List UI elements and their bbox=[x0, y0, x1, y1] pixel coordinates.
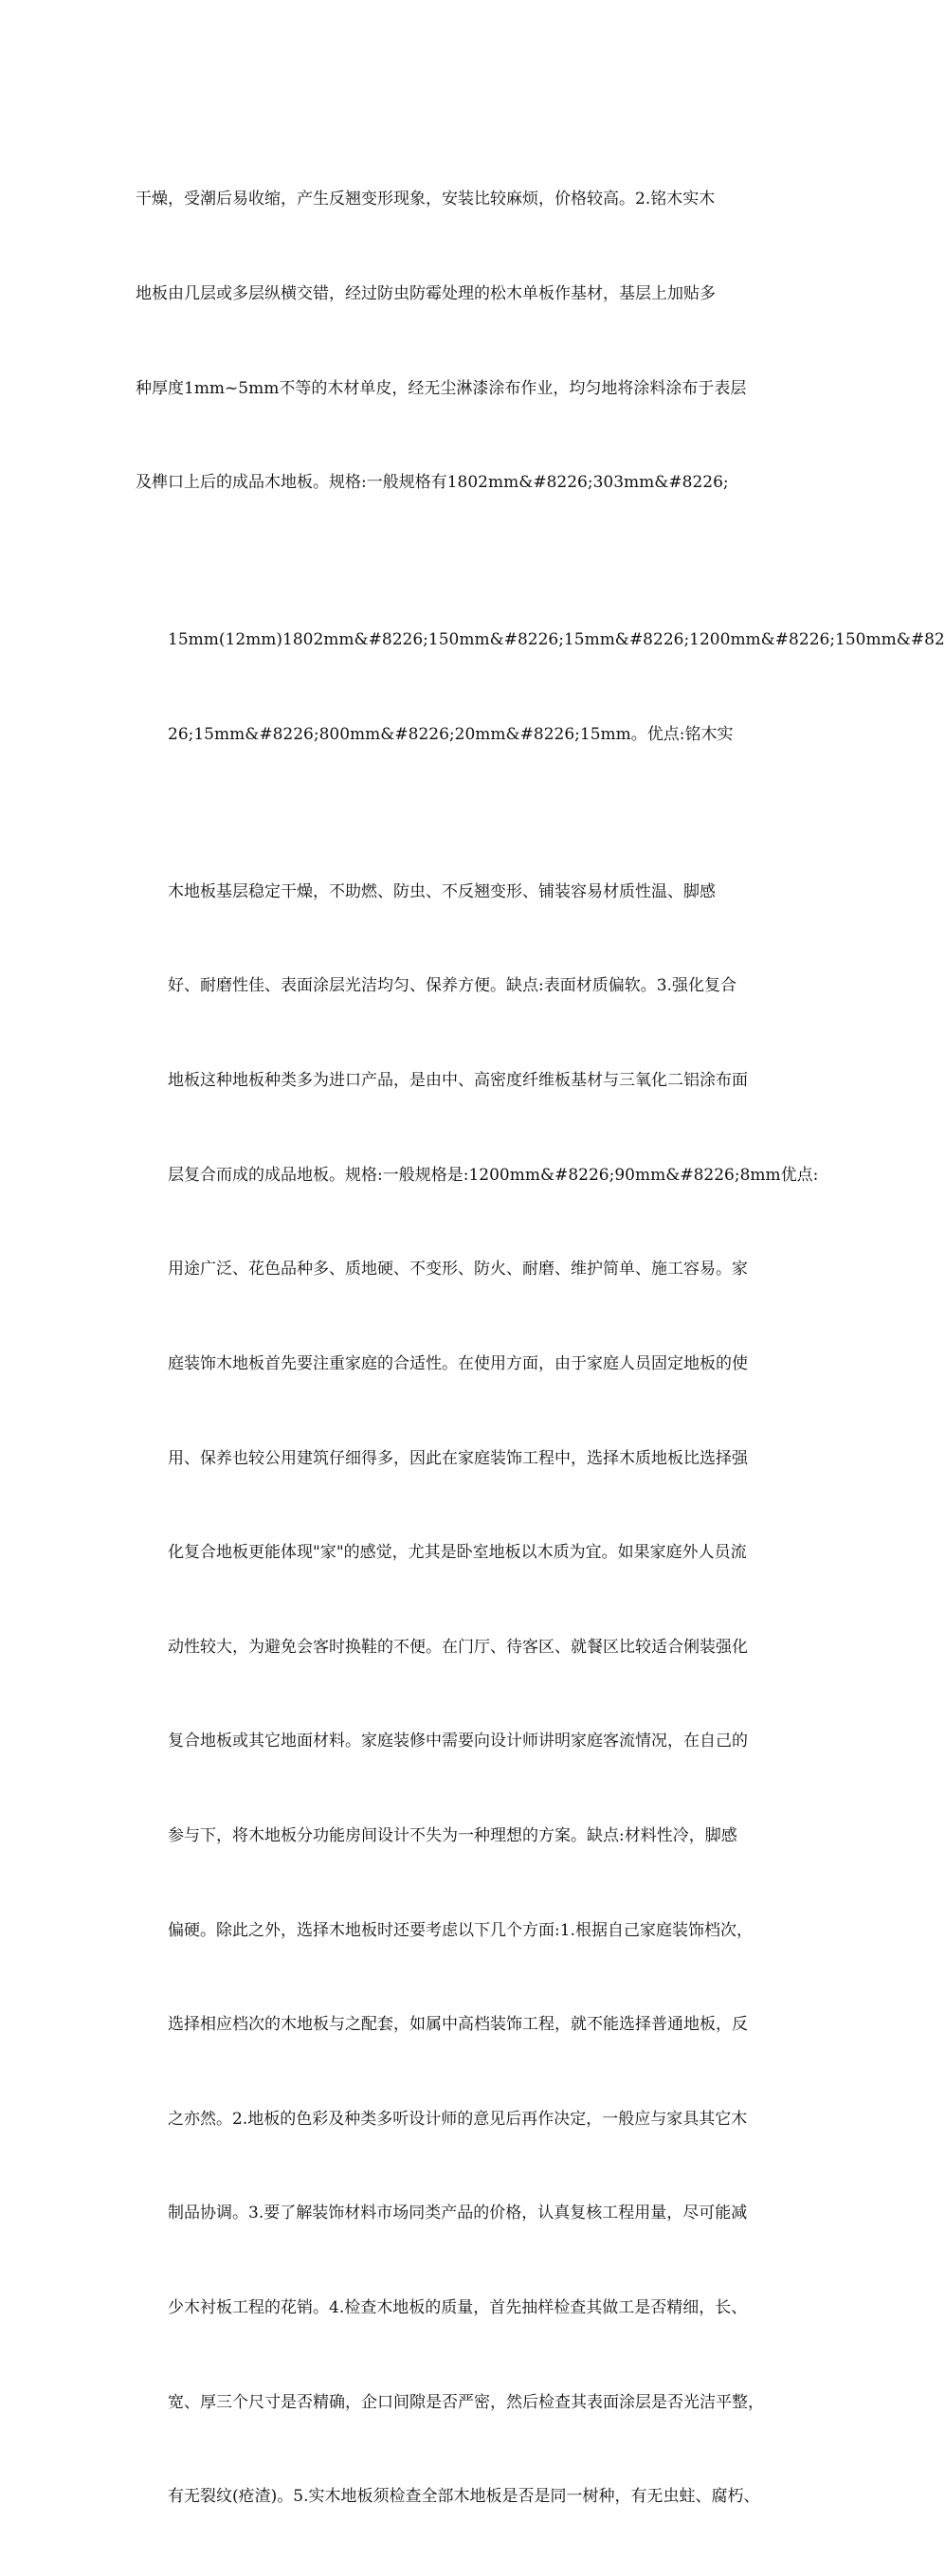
text-line: 有无裂纹(疮渣)。5.实木地板须检查全部木地板是否是同一树种，有无虫蛀、腐朽、 bbox=[168, 2487, 760, 2507]
text-line: 宽、厚三个尺寸是否精确，企口间隙是否严密，然后检查其表面涂层是否光洁平整， bbox=[168, 2392, 764, 2412]
text-line: 之亦然。2.地板的色彩及种类多听设计师的意见后再作决定，一般应与家具其它木 bbox=[168, 2109, 748, 2129]
text-line: 用、保养也较公用建筑仔细得多，因此在家庭装饰工程中，选择木质地板比选择强 bbox=[168, 1448, 748, 1468]
text-line: 参与下，将木地板分功能房间设计不失为一种理想的方案。缺点:材料性冷，脚感 bbox=[168, 1825, 737, 1845]
text-line: 15mm(12mm)1802mm&#8226;150mm&#8226;15mm&#8226;1200mm&#8226;150mm&#82 bbox=[168, 630, 945, 650]
text-line: 少木衬板工程的花销。4.检查木地板的质量，首先抽样检查其做工是否精细，长、 bbox=[168, 2298, 748, 2318]
text-line: 化复合地板更能体现"家"的感觉，尤其是卧室地板以木质为宜。如果家庭外人员流 bbox=[168, 1543, 747, 1563]
text-line: 地板这种地板种类多为进口产品，是由中、高密度纤维板基材与三氧化二铝涂布面 bbox=[168, 1071, 748, 1091]
text-line: 制品协调。3.要了解装饰材料市场同类产品的价格，认真复核工程用量，尽可能减 bbox=[168, 2204, 748, 2223]
text-line: 复合地板或其它地面材料。家庭装修中需要向设计师讲明家庭客流情况，在自己的 bbox=[168, 1732, 748, 1751]
body-text bbox=[136, 121, 945, 2576]
text-line: 用途广泛、花色品种多、质地硬、不变形、防火、耐磨、维护简单、施工容易。家 bbox=[168, 1260, 748, 1279]
paragraph-1 bbox=[136, 121, 780, 562]
paragraph-2 bbox=[136, 562, 945, 814]
text-line: 及榫口上后的成品木地板。规格:一般规格有1802mm&#8226;303mm&#8226; bbox=[136, 473, 729, 493]
text-line: 地板由几层或多层纵横交错，经过防虫防霉处理的松木单板作基材，基层上加贴多 bbox=[136, 284, 716, 304]
text-line: 庭装饰木地板首先要注重家庭的合适性。在使用方面，由于家庭人员固定地板的使 bbox=[168, 1353, 748, 1373]
text-line: 干燥，受潮后易收缩，产生反翘变形现象，安装比较麻烦，价格较高。2.铭木实木 bbox=[136, 190, 716, 209]
text-line: 木地板基层稳定干燥，不助燃、防虫、不反翘变形、铺装容易材质性温、脚感 bbox=[168, 881, 716, 901]
text-line: 好、耐磨性佳、表面涂层光洁均匀、保养方便。缺点:表面材质偏软。3.强化复合 bbox=[168, 976, 736, 996]
text-line: 选择相应档次的木地板与之配套，如属中高档装饰工程，就不能选择普通地板，反 bbox=[168, 2015, 748, 2035]
text-line: 26;15mm&#8226;800mm&#8226;20mm&#8226;15mm。优点:铭木实 bbox=[168, 724, 734, 744]
text-line: 动性较大，为避免会客时换鞋的不便。在门厅、待客区、就餐区比较适合俐装强化 bbox=[168, 1637, 748, 1657]
text-line: 偏硬。除此之外，选择木地板时还要考虑以下几个方面:1.根据自己家庭装饰档次， bbox=[168, 1920, 753, 1940]
text-line: 种厚度1mm~5mm不等的木材单皮，经无尘淋漆涂布作业，均匀地将涂料涂布于表层 bbox=[136, 378, 747, 398]
text-line: 层复合而成的成品地板。规格:一般规格是:1200mm&#8226;90mm&#8226;8mm优点: bbox=[168, 1165, 819, 1185]
paragraph-3 bbox=[136, 813, 819, 2575]
